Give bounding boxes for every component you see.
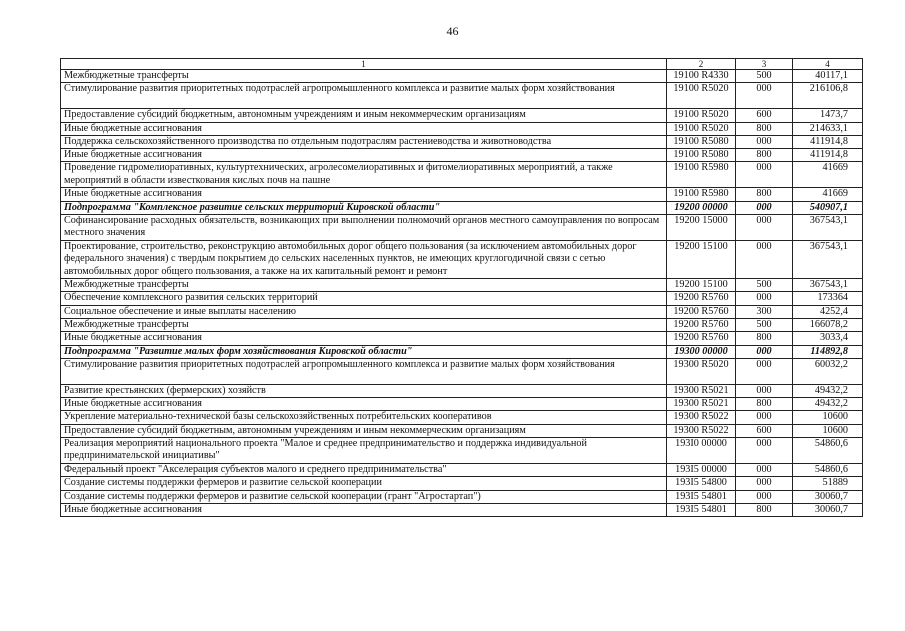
- table-row: [61, 135, 863, 148]
- budget-table: [60, 58, 863, 517]
- row-code: 19300 R5021: [667, 384, 736, 397]
- row-code: 19300 R5022: [667, 411, 736, 424]
- row-expense-type: 000: [736, 411, 793, 424]
- page-number: 46: [446, 24, 459, 38]
- row-name: Создание системы поддержки фермеров и развитие сельской кооперации: [61, 477, 667, 490]
- table-row: [61, 438, 863, 464]
- row-expense-type: 000: [736, 83, 793, 109]
- row-name: Стимулирование развития приоритетных подотраслей агропромышленного комплекса и развитие малых форм хозяйствования: [61, 358, 667, 384]
- row-name: Предоставление субсидий бюджетным, автономным учреждениям и иным некоммерческим организациям: [61, 109, 667, 122]
- row-name: Межбюджетные трансферты: [61, 318, 667, 331]
- table-row: [61, 149, 863, 162]
- header-col-3: 3: [736, 59, 793, 70]
- row-amount: 41669: [793, 162, 863, 188]
- table-row: [61, 241, 863, 279]
- row-name: Федеральный проект "Акселерация субъектов малого и среднего предпринимательства": [61, 464, 667, 477]
- row-code: 193I5 00000: [667, 464, 736, 477]
- row-expense-type: 500: [736, 279, 793, 292]
- table-row: [61, 122, 863, 135]
- row-expense-type: 800: [736, 188, 793, 201]
- table-header-row: [61, 59, 863, 70]
- table-row: [61, 358, 863, 384]
- row-code: 19100 R5080: [667, 135, 736, 148]
- row-amount: 216106,8: [793, 83, 863, 109]
- row-expense-type: 000: [736, 215, 793, 241]
- row-expense-type: 000: [736, 241, 793, 279]
- row-amount: 30060,7: [793, 490, 863, 503]
- row-expense-type: 000: [736, 477, 793, 490]
- row-code: 19200 00000: [667, 201, 736, 214]
- row-expense-type: 000: [736, 292, 793, 305]
- row-amount: 411914,8: [793, 149, 863, 162]
- row-code: 19200 15000: [667, 215, 736, 241]
- row-name: Межбюджетные трансферты: [61, 279, 667, 292]
- row-code: 19300 R5022: [667, 424, 736, 437]
- row-code: 19300 R5021: [667, 398, 736, 411]
- row-amount: 54860,6: [793, 438, 863, 464]
- row-code: 193I5 54801: [667, 490, 736, 503]
- row-amount: 49432,2: [793, 398, 863, 411]
- row-code: 19200 R5760: [667, 305, 736, 318]
- row-expense-type: 000: [736, 464, 793, 477]
- table-row: [61, 411, 863, 424]
- header-col-1: 1: [61, 59, 667, 70]
- row-code: 19100 R5980: [667, 162, 736, 188]
- row-code: 193I5 54800: [667, 477, 736, 490]
- row-name: Иные бюджетные ассигнования: [61, 149, 667, 162]
- table-row: [61, 424, 863, 437]
- row-amount: 3033,4: [793, 332, 863, 345]
- row-expense-type: 800: [736, 122, 793, 135]
- table-row: [61, 318, 863, 331]
- row-expense-type: 000: [736, 490, 793, 503]
- row-name: Развитие крестьянских (фермерских) хозяйств: [61, 384, 667, 397]
- row-name: Укрепление материально-технической базы сельскохозяйственных потребительских кооперативов: [61, 411, 667, 424]
- row-expense-type: 000: [736, 358, 793, 384]
- row-expense-type: 000: [736, 201, 793, 214]
- row-expense-type: 500: [736, 70, 793, 83]
- table-row: [61, 162, 863, 188]
- row-expense-type: 800: [736, 149, 793, 162]
- row-amount: 30060,7: [793, 503, 863, 516]
- row-code: 19200 15100: [667, 279, 736, 292]
- row-amount: 540907,1: [793, 201, 863, 214]
- row-expense-type: 600: [736, 109, 793, 122]
- table-row: [61, 477, 863, 490]
- row-name: Иные бюджетные ассигнования: [61, 398, 667, 411]
- row-amount: 367543,1: [793, 279, 863, 292]
- row-amount: 60032,2: [793, 358, 863, 384]
- row-amount: 173364: [793, 292, 863, 305]
- row-code: 19100 R5980: [667, 188, 736, 201]
- header-col-2: 2: [667, 59, 736, 70]
- row-amount: 411914,8: [793, 135, 863, 148]
- row-name: Иные бюджетные ассигнования: [61, 122, 667, 135]
- row-name: Стимулирование развития приоритетных подотраслей агропромышленного комплекса и развитие малых форм хозяйствования: [61, 83, 667, 109]
- row-expense-type: 000: [736, 162, 793, 188]
- row-code: 193I5 54801: [667, 503, 736, 516]
- row-expense-type: 800: [736, 332, 793, 345]
- row-amount: 49432,2: [793, 384, 863, 397]
- table-row: [61, 215, 863, 241]
- row-name: Поддержка сельскохозяйственного производства по отдельным подотраслям растениеводства и животноводства: [61, 135, 667, 148]
- row-code: 19300 00000: [667, 345, 736, 358]
- row-code: 19100 R5020: [667, 109, 736, 122]
- row-name: Подпрограмма "Развитие малых форм хозяйствования Кировской области": [61, 345, 667, 358]
- row-name: Подпрограмма "Комплексное развитие сельских территорий Кировской области": [61, 201, 667, 214]
- row-name: Создание системы поддержки фермеров и развитие сельской кооперации (грант "Агростартап"): [61, 490, 667, 503]
- row-name: Иные бюджетные ассигнования: [61, 332, 667, 345]
- table-row: [61, 398, 863, 411]
- row-expense-type: 300: [736, 305, 793, 318]
- row-amount: 40117,1: [793, 70, 863, 83]
- row-amount: 114892,8: [793, 345, 863, 358]
- row-amount: 367543,1: [793, 215, 863, 241]
- table-row: [61, 70, 863, 83]
- row-name: Софинансирование расходных обязательств, возникающих при выполнении полномочий органов местного самоуправления по вопросам местного значения: [61, 215, 667, 241]
- row-code: 19200 R5760: [667, 318, 736, 331]
- row-amount: 10600: [793, 424, 863, 437]
- row-code: 19200 R5760: [667, 332, 736, 345]
- row-code: 19100 R5020: [667, 83, 736, 109]
- row-name: Проектирование, строительство, реконструкцию автомобильных дорог общего пользования (за исключением автомобильных дорог федерального значения) с твердым покрытием до сельских населенных пунктов, не имеющих круглогодичной связи с сетью автомобильных дорог общего пользования, а также на их капитальный ремонт и ремонт: [61, 241, 667, 279]
- row-code: 193I0 00000: [667, 438, 736, 464]
- row-name: Реализация мероприятий национального проекта "Малое и среднее предпринимательство и поддержка индивидуальной предпринимательской инициативы": [61, 438, 667, 464]
- row-name: Предоставление субсидий бюджетным, автономным учреждениям и иным некоммерческим организациям: [61, 424, 667, 437]
- row-name: Проведение гидромелиоративных, культуртехнических, агролесомелиоративных и фитомелиоративных мероприятий, а также мероприятий в области известкования кислых почв на пашне: [61, 162, 667, 188]
- table-row: [61, 503, 863, 516]
- table-row: [61, 279, 863, 292]
- row-amount: 51889: [793, 477, 863, 490]
- row-name: Социальное обеспечение и иные выплаты населению: [61, 305, 667, 318]
- row-name: Межбюджетные трансферты: [61, 70, 667, 83]
- row-amount: 10600: [793, 411, 863, 424]
- row-code: 19300 R5020: [667, 358, 736, 384]
- row-amount: 4252,4: [793, 305, 863, 318]
- row-expense-type: 800: [736, 503, 793, 516]
- row-code: 19100 R4330: [667, 70, 736, 83]
- row-expense-type: 600: [736, 424, 793, 437]
- table-row: [61, 83, 863, 109]
- row-amount: 166078,2: [793, 318, 863, 331]
- row-expense-type: 500: [736, 318, 793, 331]
- row-amount: 1473,7: [793, 109, 863, 122]
- table-row: [61, 464, 863, 477]
- table-row: [61, 305, 863, 318]
- row-code: 19200 15100: [667, 241, 736, 279]
- row-amount: 367543,1: [793, 241, 863, 279]
- table-row: [61, 345, 863, 358]
- table-row: [61, 332, 863, 345]
- row-name: Обеспечение комплексного развития сельских территорий: [61, 292, 667, 305]
- row-amount: 41669: [793, 188, 863, 201]
- table-row: [61, 201, 863, 214]
- row-expense-type: 000: [736, 135, 793, 148]
- row-amount: 54860,6: [793, 464, 863, 477]
- row-expense-type: 000: [736, 438, 793, 464]
- row-code: 19100 R5080: [667, 149, 736, 162]
- row-expense-type: 000: [736, 384, 793, 397]
- row-code: 19200 R5760: [667, 292, 736, 305]
- table-row: [61, 490, 863, 503]
- table-row: [61, 109, 863, 122]
- row-name: Иные бюджетные ассигнования: [61, 188, 667, 201]
- row-amount: 214633,1: [793, 122, 863, 135]
- table-row: [61, 384, 863, 397]
- row-name: Иные бюджетные ассигнования: [61, 503, 667, 516]
- row-expense-type: 800: [736, 398, 793, 411]
- header-col-4: 4: [793, 59, 863, 70]
- row-expense-type: 000: [736, 345, 793, 358]
- row-code: 19100 R5020: [667, 122, 736, 135]
- table-row: [61, 292, 863, 305]
- table-row: [61, 188, 863, 201]
